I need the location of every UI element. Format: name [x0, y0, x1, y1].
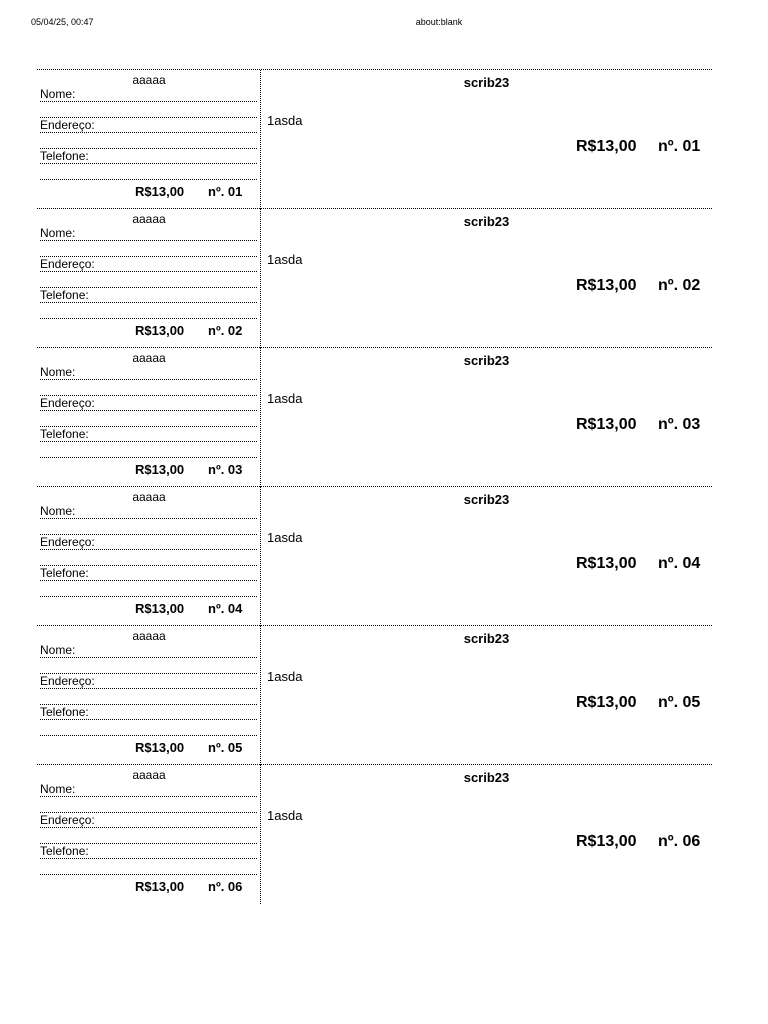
ticket-price: R$13,00 [576, 555, 637, 572]
ticket-number: nº. 05 [658, 694, 701, 711]
ticket-number: nº. 02 [658, 277, 701, 294]
stub-price: R$13,00 [135, 462, 185, 477]
field-divider [40, 318, 257, 319]
print-datetime: 05/04/25, 00:47 [31, 17, 94, 27]
ticket-description: 1asda [267, 669, 303, 684]
ticket [37, 486, 712, 625]
ticket-price: R$13,00 [576, 694, 637, 711]
ticket-stub [37, 765, 261, 904]
stub-price: R$13,00 [135, 601, 185, 616]
stub-ticket-number: nº. 03 [208, 462, 243, 477]
phone-field: Telefone: [40, 427, 257, 442]
stub-ticket-number: nº. 02 [208, 323, 243, 338]
ticket-main [261, 487, 712, 626]
stub-footer [37, 184, 261, 200]
ticket-main [261, 626, 712, 765]
ticket-description: 1asda [267, 391, 303, 406]
field-divider [40, 735, 257, 736]
ticket-description: 1asda [267, 530, 303, 545]
stub-price: R$13,00 [135, 184, 185, 199]
address-field: Endereço: [40, 396, 257, 411]
stub-footer [37, 740, 261, 756]
ticket-main [261, 765, 712, 904]
stub-price: R$13,00 [135, 740, 185, 755]
ticket-main [261, 70, 712, 209]
ticket-title: scrib23 [463, 214, 510, 229]
phone-field: Telefone: [40, 149, 257, 164]
ticket-description: 1asda [267, 808, 303, 823]
stub-ticket-number: nº. 06 [208, 879, 243, 894]
stub-title: aaaaa [132, 768, 166, 782]
address-field: Endereço: [40, 257, 257, 272]
stub-footer [37, 323, 261, 339]
ticket-title: scrib23 [463, 353, 510, 368]
phone-field: Telefone: [40, 566, 257, 581]
ticket-number: nº. 01 [658, 138, 701, 155]
ticket-price: R$13,00 [576, 416, 637, 433]
name-field: Nome: [40, 504, 257, 519]
field-divider [40, 179, 257, 180]
ticket-description: 1asda [267, 252, 303, 267]
phone-field: Telefone: [40, 844, 257, 859]
ticket-number: nº. 06 [658, 833, 701, 850]
ticket-stub [37, 70, 261, 209]
stub-footer [37, 879, 261, 895]
ticket [37, 208, 712, 347]
address-field: Endereço: [40, 674, 257, 689]
field-divider [40, 596, 257, 597]
ticket [37, 625, 712, 764]
ticket-number: nº. 03 [658, 416, 701, 433]
ticket-main [261, 348, 712, 487]
ticket-stub [37, 209, 261, 348]
address-field: Endereço: [40, 535, 257, 550]
address-field: Endereço: [40, 813, 257, 828]
address-field: Endereço: [40, 118, 257, 133]
name-field: Nome: [40, 226, 257, 241]
stub-footer [37, 601, 261, 617]
name-field: Nome: [40, 782, 257, 797]
stub-ticket-number: nº. 01 [208, 184, 243, 199]
phone-field: Telefone: [40, 288, 257, 303]
ticket [37, 347, 712, 486]
ticket-stub [37, 348, 261, 487]
stub-title: aaaaa [132, 490, 166, 504]
ticket-price: R$13,00 [576, 277, 637, 294]
print-url: about:blank [415, 17, 463, 27]
stub-title: aaaaa [132, 629, 166, 643]
ticket-main [261, 209, 712, 348]
ticket-price: R$13,00 [576, 138, 637, 155]
ticket-title: scrib23 [463, 770, 510, 785]
ticket-title: scrib23 [463, 492, 510, 507]
stub-title: aaaaa [132, 73, 166, 87]
stub-ticket-number: nº. 04 [208, 601, 243, 616]
ticket-title: scrib23 [463, 75, 510, 90]
stub-price: R$13,00 [135, 323, 185, 338]
field-divider [40, 457, 257, 458]
stub-ticket-number: nº. 05 [208, 740, 243, 755]
ticket-title: scrib23 [463, 631, 510, 646]
ticket-sheet [37, 69, 712, 903]
ticket-description: 1asda [267, 113, 303, 128]
ticket-stub [37, 487, 261, 626]
stub-title: aaaaa [132, 212, 166, 226]
stub-price: R$13,00 [135, 879, 185, 894]
ticket-price: R$13,00 [576, 833, 637, 850]
stub-title: aaaaa [132, 351, 166, 365]
stub-footer [37, 462, 261, 478]
name-field: Nome: [40, 365, 257, 380]
field-divider [40, 874, 257, 875]
print-header [0, 17, 768, 31]
ticket [37, 69, 712, 208]
ticket-number: nº. 04 [658, 555, 701, 572]
ticket-stub [37, 626, 261, 765]
phone-field: Telefone: [40, 705, 257, 720]
name-field: Nome: [40, 643, 257, 658]
name-field: Nome: [40, 87, 257, 102]
ticket [37, 764, 712, 903]
